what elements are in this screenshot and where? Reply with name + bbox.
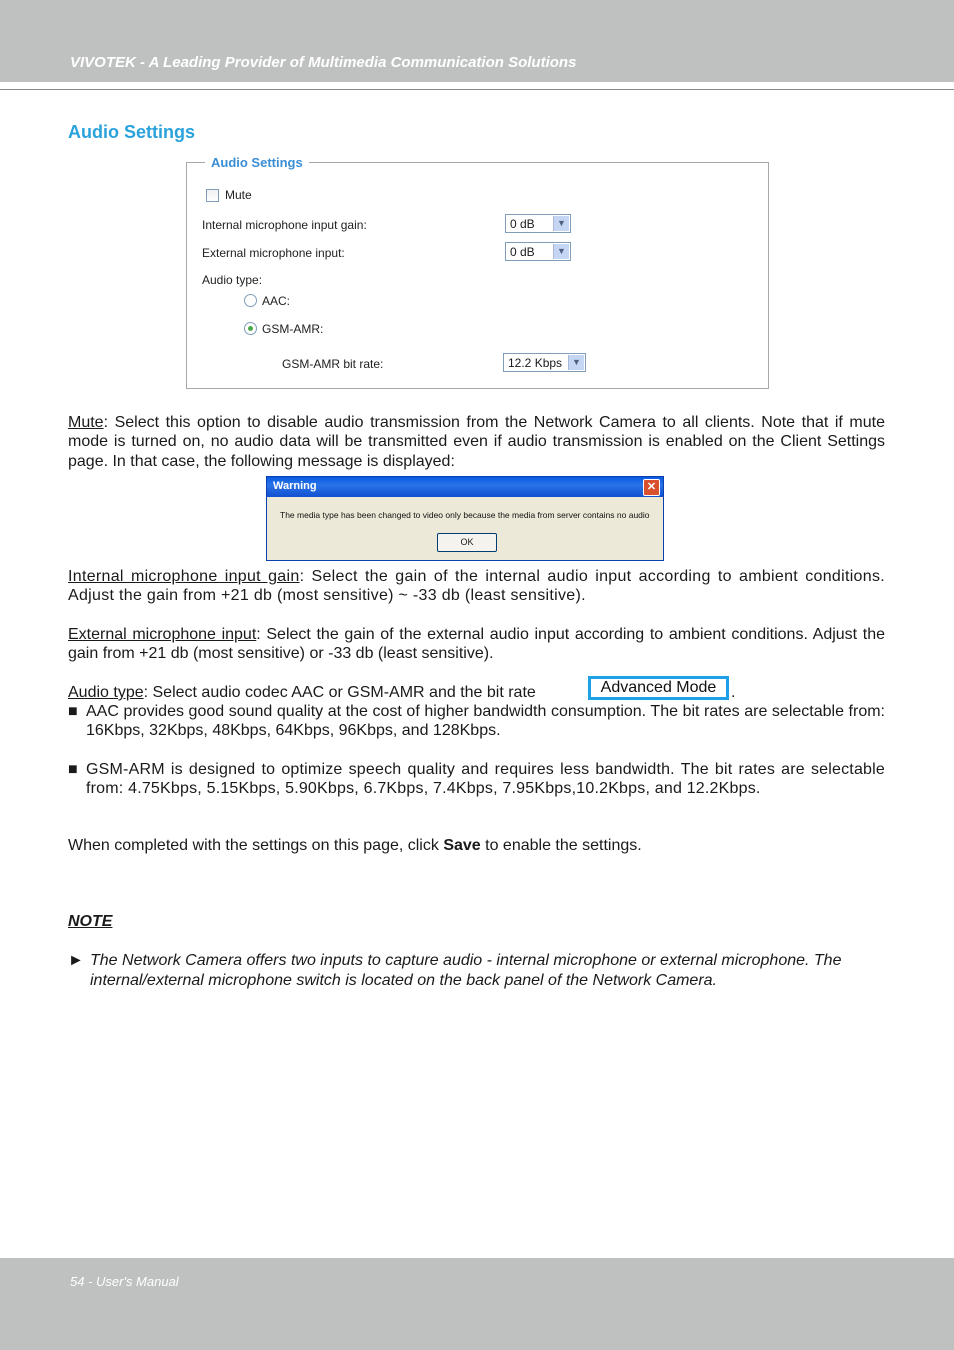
panel-legend: Audio Settings [205,155,309,170]
audio-settings-panel [186,162,769,389]
internal-gain-text: : Select the gain of the internal audio input according to ambient conditions. Adjust the gain from +21 db (most sensitive) ~ -33 db (least sensitive). [68,568,885,605]
gsm-amr-radio[interactable] [244,322,257,335]
ok-button[interactable]: OK [437,533,497,552]
advanced-mode-badge: Advanced Mode [588,676,729,700]
mute-label: Mute [225,188,252,202]
gsm-bitrate-value: 12.2 Kbps [508,356,563,370]
mute-checkbox[interactable] [206,189,219,202]
bullet-square-icon: ■ [68,703,78,720]
header-text: VIVOTEK - A Leading Provider of Multimedia Communication Solutions [70,54,577,71]
warning-dialog [266,476,664,561]
save-paragraph [68,836,885,855]
list-item [68,702,885,741]
warning-message: The media type has been changed to video only because the media from server contains no audio [280,510,650,520]
bullet-text: AAC provides good sound quality at the cost of higher bandwidth consumption. The bit rates are selectable from: 16Kbps, 32Kbps, 48Kbps, 64Kbps, 96Kbps, and 128Kbps. [86,703,885,740]
chevron-down-icon: ▼ [553,244,569,259]
save-text-after: to enable the settings. [480,837,642,854]
note-title: NOTE [68,913,113,930]
note-paragraph [68,951,888,991]
mute-term: Mute [68,414,104,431]
save-text-bold: Save [443,837,481,854]
gsm-bitrate-select[interactable] [503,353,586,372]
gsm-bitrate-label: GSM-AMR bit rate: [282,357,384,371]
audio-type-text: : Select audio codec AAC or GSM-AMR and the bit rate [143,684,536,701]
list-item [68,760,885,799]
audio-type-label: Audio type: [202,273,263,287]
mute-paragraph [68,413,885,471]
note-text: The Network Camera offers two inputs to capture audio - internal microphone or external microphone. The internal/external microphone switch is located on the back panel of the Network Camera. [90,952,842,989]
external-input-paragraph [68,625,885,664]
external-input-label: External microphone input: [202,246,345,260]
page-header [0,0,954,82]
external-input-value: 0 dB [510,245,535,259]
internal-gain-select[interactable] [505,214,571,233]
aac-label: AAC: [262,294,291,308]
aac-radio[interactable] [244,294,257,307]
chevron-down-icon: ▼ [553,216,569,231]
mute-text: : Select this option to disable audio transmission from the Network Camera to all clients. Note that if mute mode is turned on, no audio data will be transmitted even if audio transmission is enabled on the Client Settings page. In that case, the following message is displayed: [68,414,885,470]
external-input-select[interactable] [505,242,571,261]
audio-type-paragraph [68,683,885,702]
internal-gain-label: Internal microphone input gain: [202,218,367,232]
header-rule [0,89,954,90]
gsm-amr-label: GSM-AMR: [262,322,324,336]
section-title: Audio Settings [68,122,195,142]
chevron-down-icon: ▼ [568,355,584,370]
page-footer [0,1258,954,1350]
warning-titlebar [267,477,663,497]
internal-gain-paragraph [68,567,885,606]
triangle-right-icon: ► [68,952,84,969]
bullet-text: GSM-ARM is designed to optimize speech quality and requires less bandwidth. The bit rates are selectable from: 4.75Kbps, 5.15Kbps, 5.90Kbps, 6.7Kbps, 7.4Kbps, 7.95Kbps,10.2Kbps, and 12.2Kbps. [86,761,885,798]
bullet-square-icon: ■ [68,761,78,778]
close-icon[interactable]: ✕ [643,479,660,496]
external-input-term: External microphone input [68,626,257,643]
internal-gain-value: 0 dB [510,217,535,231]
save-text-before: When completed with the settings on this page, click [68,837,444,854]
audio-type-term: Audio type [68,684,144,701]
external-input-text: : Select the gain of the external audio input according to ambient conditions. Adjust the gain from +21 db (most sensitive) or -33 db (least sensitive). [68,626,885,663]
warning-title: Warning [273,480,317,492]
audio-type-period: . [731,684,736,701]
footer-text: 54 - User's Manual [70,1274,179,1289]
internal-gain-term: Internal microphone input gain [68,568,300,585]
